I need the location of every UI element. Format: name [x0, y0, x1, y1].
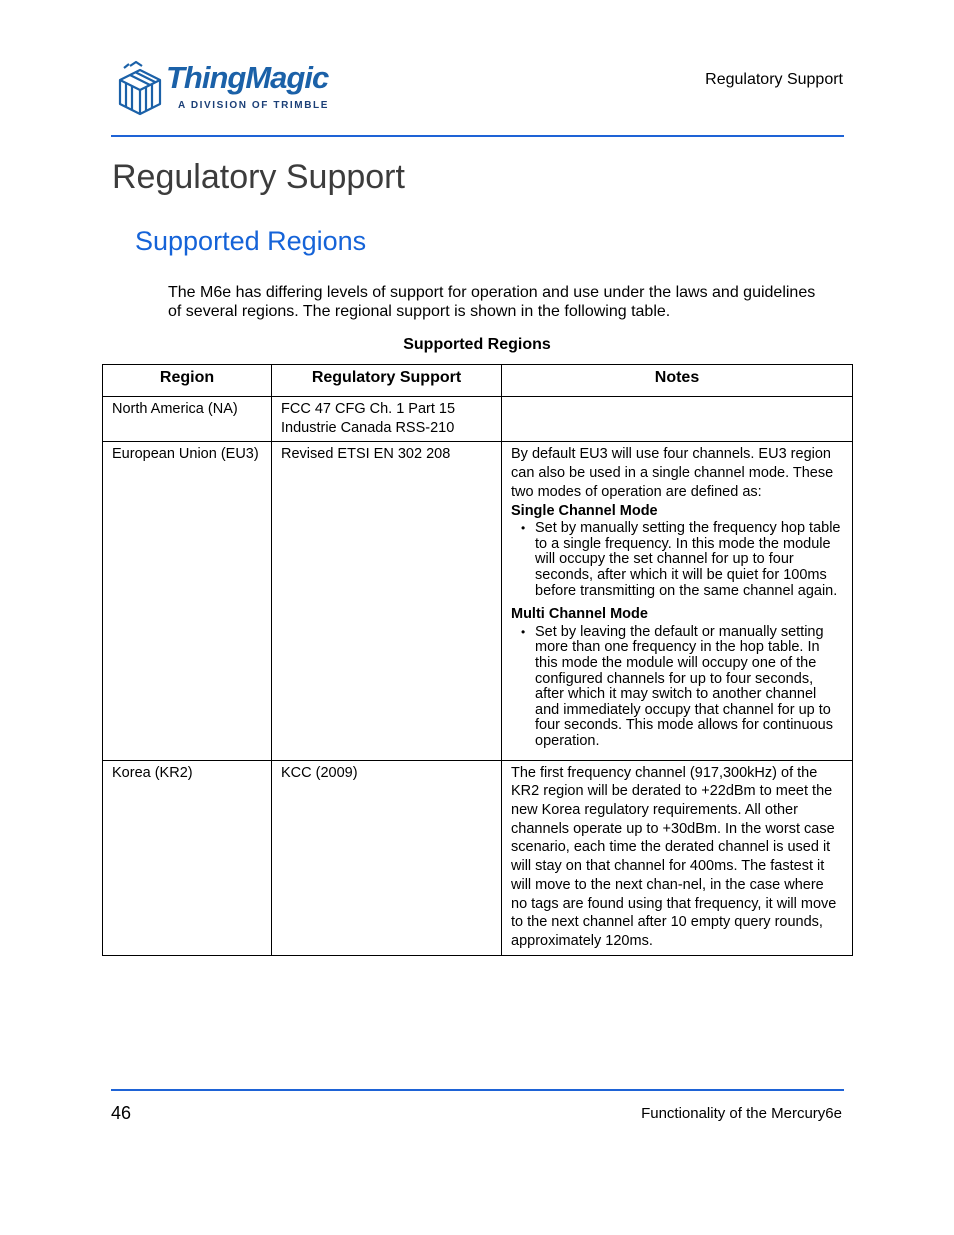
footer-divider — [111, 1089, 844, 1091]
support-line: FCC 47 CFG Ch. 1 Part 15 — [281, 401, 456, 417]
page-number: 46 — [111, 1103, 132, 1123]
list-item: • Set by leaving the default or manually setting more than one frequency in the hop table. In this mode the module will occupy one of the configured channels for up to four seconds, after which it may switch to another channel and immediately occupy that channel for up to four seconds. This mode allows for continuous operation. — [535, 625, 843, 750]
notes-cell: The first frequency channel (917,300kHz) of the KR2 region will be derated to +22dBm to meet the new Korea regulatory requirements. All other channels operate up to +30dBm. In the worst case scenario, each time the derated channel is used it will stay on that channel for 400ms. The fastest it will move to the next chan-nel, in the case where no tags are found using that frequency, it will move to the next channel after 10 empty query rounds, approximately 120ms. — [502, 760, 853, 955]
thingmagic-logo — [112, 58, 330, 122]
region-cell: North America (NA) — [103, 397, 272, 442]
region-cell: European Union (EU3) — [103, 442, 272, 760]
supported-regions-table — [102, 364, 853, 956]
single-channel-mode-heading: Single Channel Mode — [511, 502, 658, 519]
section-heading: Supported Regions — [135, 226, 367, 256]
regulatory-support-cell: Revised ETSI EN 302 208 — [272, 442, 502, 760]
footer-chapter-title: Functionality of the Mercury6e — [641, 1105, 842, 1122]
region-cell: Korea (KR2) — [103, 760, 272, 955]
notes-cell — [502, 442, 853, 760]
table-caption: Supported Regions — [403, 336, 551, 353]
list-item: • Set by manually setting the frequency hop table to a single frequency. In this mode the module will occupy the set channel for up to four seconds, after which it will be quiet for 100ms before transmitting on the same channel again. — [535, 521, 843, 599]
multi-channel-mode-heading: Multi Channel Mode — [511, 606, 648, 623]
cube-logo-icon — [112, 60, 166, 120]
table-header-row — [103, 365, 853, 397]
multi-channel-list — [511, 625, 843, 750]
regulatory-support-cell: KCC (2009) — [272, 760, 502, 955]
notes-cell — [502, 397, 853, 442]
support-line: Industrie Canada RSS-210 — [281, 419, 455, 436]
page-title: Regulatory Support — [112, 158, 405, 196]
table-row — [103, 442, 853, 760]
column-header-notes: Notes — [502, 365, 853, 397]
notes-intro: By default EU3 will use four channels. EU3 region can also be used in a single channel mode. These two modes of operation are defined as: — [511, 446, 834, 500]
header-section-label: Regulatory Support — [705, 71, 843, 88]
single-channel-list — [511, 521, 843, 599]
logo-wordmark: ThingMagic — [166, 60, 329, 95]
column-header-region: Region — [103, 365, 272, 397]
intro-paragraph: The M6e has differing levels of support for operation and use under the laws and guidelines of several regions. The regional support is shown in the following table. — [168, 284, 816, 320]
logo-tagline: A DIVISION OF TRIMBLE — [178, 100, 330, 111]
column-header-regulatory-support: Regulatory Support — [272, 365, 502, 397]
table-row — [103, 760, 853, 955]
regulatory-support-cell — [272, 397, 502, 442]
table-row — [103, 397, 853, 442]
header-divider — [111, 135, 844, 137]
